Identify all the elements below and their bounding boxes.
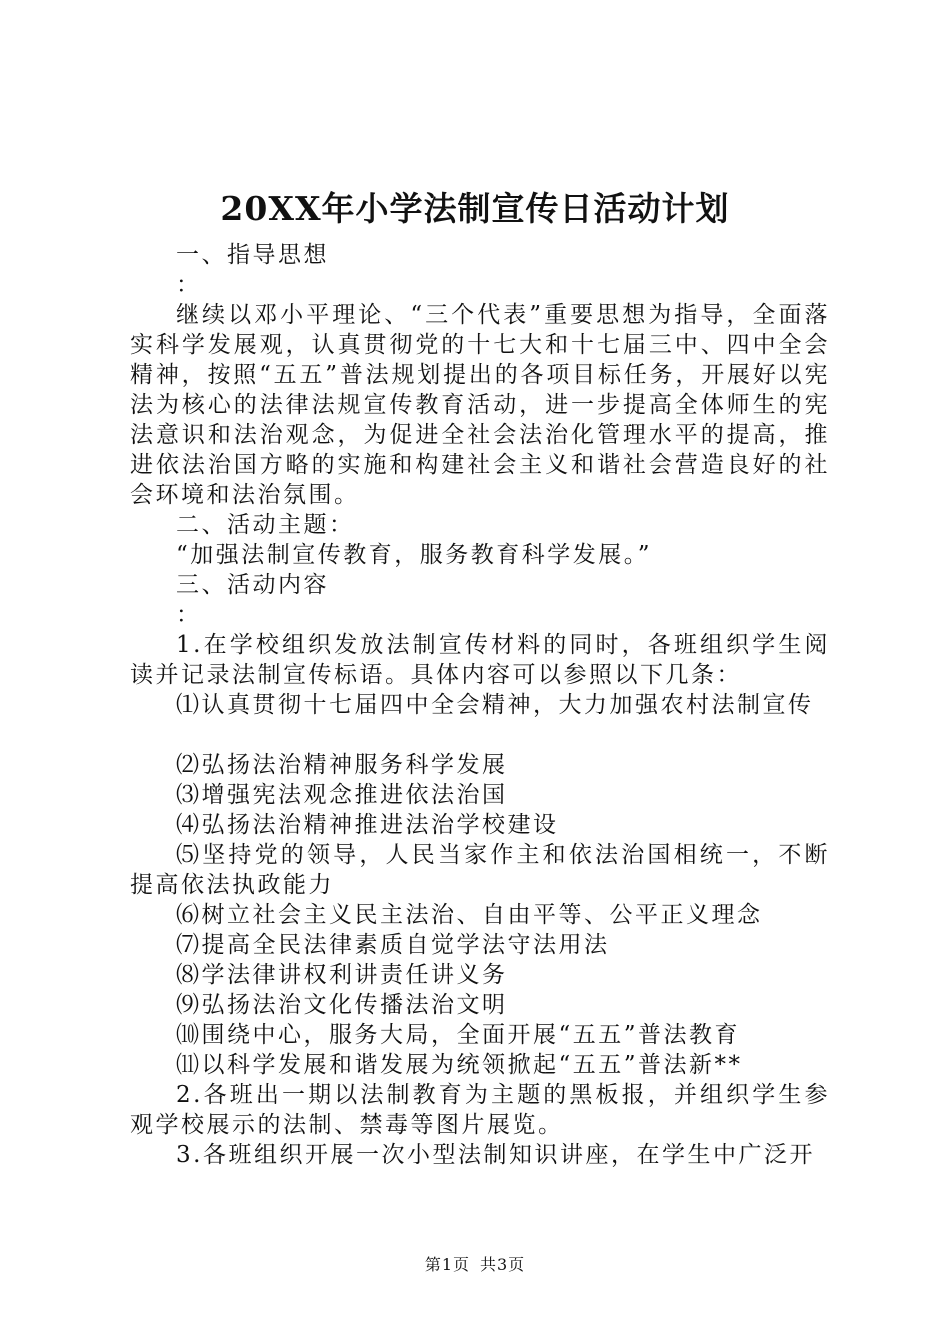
slogan-item: ⑽围绕中心，服务大局，全面开展“五五”普法教育 [176, 1022, 741, 1048]
content-item-1: 1.在学校组织发放法制宣传材料的同时，各班组织学生阅读并记录法制宣传标语。具体内容可以参照以下几条： [130, 632, 830, 688]
document-body [130, 240, 830, 1170]
slogan-item: ⑹树立社会主义民主法治、自由平等、公平正义理念 [176, 902, 763, 928]
slogan-item: ⑷弘扬法治精神推进法治学校建设 [176, 812, 559, 838]
page-total: 共3页 [480, 1255, 526, 1274]
section2-heading: 二、活动主题： [176, 512, 355, 538]
content-item-2: 2.各班出一期以法制教育为主题的黑板报，并组织学生参观学校展示的法制、禁毒等图片展览。 [130, 1082, 830, 1138]
section3-heading: 三、活动内容 [176, 572, 329, 598]
slogan-item: ⑴认真贯彻十七届四中全会精神，大力加强农村法制宣传 [176, 692, 814, 718]
slogan-item: ⑻学法律讲权利讲责任讲义务 [176, 962, 508, 988]
section1-heading: 一、指导思想 [176, 242, 329, 268]
section1-body: 继续以邓小平理论、“三个代表”重要思想为指导，全面落实科学发展观，认真贯彻党的十七大和十七届三中、四中全会精神，按照“五五”普法规划提出的各项目标任务，开展好以宪法为核心的法律法规宣传教育活动，进一步提高全体师生的宪法意识和法治观念，为促进全社会法治化管理水平的提高，推进依法治国方略的实施和构建社会主义和谐社会营造良好的社会环境和法治氛围。 [130, 302, 830, 508]
section3-colon: ： [176, 602, 202, 628]
slogan-item: ⑵弘扬法治精神服务科学发展 [176, 752, 508, 778]
slogan-item: ⑸坚持党的领导，人民当家作主和依法治国相统一，不断提高依法执政能力 [130, 842, 830, 898]
content-item-3: 3.各班组织开展一次小型法制知识讲座，在学生中广泛开 [176, 1142, 815, 1168]
section1-colon: ： [176, 272, 202, 298]
page-footer [0, 1255, 950, 1275]
document-title: 20XX年小学法制宣传日活动计划 [220, 189, 730, 228]
slogan-item: ⑼弘扬法治文化传播法治文明 [176, 992, 508, 1018]
slogan-item: ⑺提高全民法律素质自觉学法守法用法 [176, 932, 610, 958]
slogan-item: ⑶增强宪法观念推进依法治国 [176, 782, 508, 808]
section2-body: “加强法制宣传教育，服务教育科学发展。” [176, 542, 653, 568]
blank-line [130, 720, 830, 750]
page-number: 第1页 [424, 1255, 470, 1274]
slogan-item: ⑾以科学发展和谐发展为统领掀起“五五”普法新** [176, 1052, 743, 1078]
